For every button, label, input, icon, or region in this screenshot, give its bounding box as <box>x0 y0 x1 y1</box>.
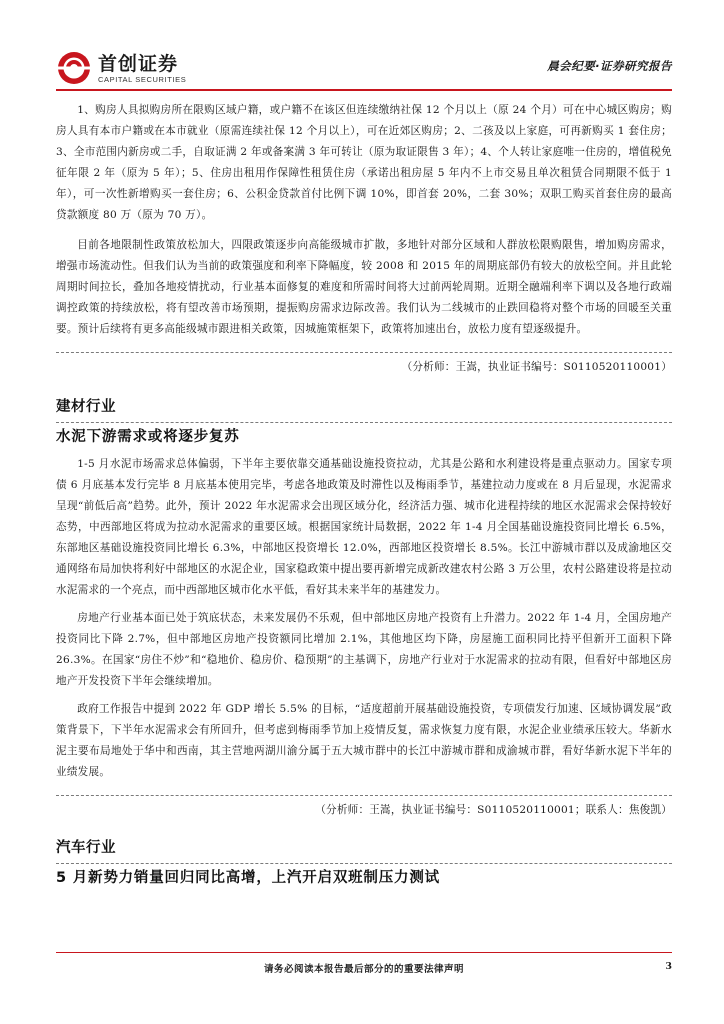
article-title-cement: 水泥下游需求或将逐步复苏 <box>56 429 240 445</box>
outlook-paragraph: 政府工作报告中提到 2022 年 GDP 增长 5.5% 的目标，“适度超前开展基础设施投资，专项债发行加速、区域协调发展”政策背景下，下半年水泥需求会有所回升，但考虑到梅雨季节加上疫情反复，需求恢复力度有限，水泥企业业绩承压较大。华新水泥主要布局地处于华中和西南，其主营地两湖川渝分属于五大城市群中的长江中游城市群和成渝城市群，看好华新水泥下半年的业绩发展。 <box>56 703 672 778</box>
article-title-auto: 5 月新势力销量回归同比高增，上汽开启双班制压力测试 <box>56 870 440 886</box>
real-estate-paragraph: 房地产行业基本面已处于筑底状态，未来发展仍不乐观，但中部地区房地产投资有上升潜力。2022 年 1-4 月，全国房地产投资同比下降 2.7%，但中部地区房地产投资额同比增加 2.1%，其他地区均下降，房屋施工面积同比持平但新开工面积下降 26.3%。在国家“房住不炒”和“稳地价、稳房价、稳预期”的主基调下，房地产行业对于水泥需求的拉动有限，但看好中部地区房地产开发投资下半年会继续增加。 <box>56 612 672 687</box>
policy-details-paragraph: 1、购房人具拟购房所在限购区域户籍，或户籍不在该区但连续缴纳社保 12 个月以上（原 24 个月）可在中心城区购房；购房人具有本市户籍或在本市就业（原需连续社保 12 个月以上），可在近郊区购房；2、二孩及以上家庭，可再新购买 1 套住房；3、全市范围内新房或二手，自取证满 2 年或备案满 3 年可转让（原为取证限售 3 年）；4、个人转让家庭唯一住房的，增值税免征年限 2 年（原为 5 年）；5、住房出租用作保障性租赁住房（承诺出租房屋 5 年内不上市交易且单次租赁合同期限不低于 1 年），可一次性新增购买一套住房；6、公积金贷款首付比例下调 10%，即首套 20%，二套 30%；双职工购买首套住房的最高贷款额度 80 万（原为 70 万）。 <box>56 104 672 221</box>
report-type-label: 晨会纪要·证券研究报告 <box>547 59 672 73</box>
analyst-credit: （分析师：王嵩，执业证书编号：S0110520110001；联系人：焦俊凯） <box>315 804 672 816</box>
logo-chinese-name: 首创证券 <box>98 52 179 75</box>
company-logo <box>56 50 186 86</box>
footer-divider <box>56 952 672 953</box>
section-title-auto: 汽车行业 <box>56 840 116 856</box>
analyst-credit: （分析师：王嵩，执业证书编号：S0110520110001） <box>401 361 672 373</box>
page-content <box>56 100 672 889</box>
policy-analysis-paragraph: 目前各地限制性政策放松加大，四限政策逐步向高能级城市扩散，多地针对部分区域和人群放松限购限售，增加购房需求，增强市场流动性。但我们认为当前的政策强度和利率下降幅度，较 2008 和 2015 年的周期底部仍有较大的放松空间。并且此轮周期时间拉长，叠加各地疫情扰动，行业基本面修复的难度和所需时间将大过前两轮周期。近期全融端利率下调以及各地行政端调控政策的持续放松，将有望改善市场预期，提振购房需求边际改善。我们认为二线城市的止跌回稳将对整个市场的回暖至关重要。预计后续将有更多高能级城市跟进相关政策，因城施策框架下，政策将加速出台，放松力度有望逐级提升。 <box>56 239 672 335</box>
page-number: 3 <box>665 961 672 972</box>
cement-demand-paragraph: 1-5 月水泥市场需求总体偏弱，下半年主要依靠交通基础设施投资拉动，尤其是公路和水利建设将是重点驱动力。国家专项债 6 月底基本发行完毕 8 月底基本使用完毕，考虑各地政策及时滞性以及梅雨季节，基建拉动力度或在 8 月后显现，水泥需求呈现“前低后高”趋势。此外，预计 2022 年水泥需求会出现区域分化，经济活力强、城市化进程持续的地区水泥需求会保持较好态势，中西部地区将成为拉动水泥需求的重要区域。根据国家统计局数据，2022 年 1-4 月全国基础设施投资同比增长 6.5%，东部地区基础设施投资同比增长 6.3%，中部地区投资增长 12.0%，西部地区投资增长 8.5%。长江中游城市群以及成渝地区交通网络布局加快将利好中部地区的水泥企业，国家稳政策中提出要再新增完成新改建农村公路 3 万公里，农村公路建设将是拉动水泥需求的一个亮点，而中西部地区城市化水平低，看好其未来半年的基建发力。 <box>56 458 672 596</box>
page-header <box>56 44 672 94</box>
header-divider <box>56 89 672 91</box>
legal-disclaimer-notice: 请务必阅读本报告最后部分的的重要法律声明 <box>263 964 464 975</box>
logo-english-name: CAPITAL SECURITIES <box>98 74 187 84</box>
section-title-building-materials: 建材行业 <box>56 399 116 415</box>
logo-mark-icon <box>56 50 92 86</box>
